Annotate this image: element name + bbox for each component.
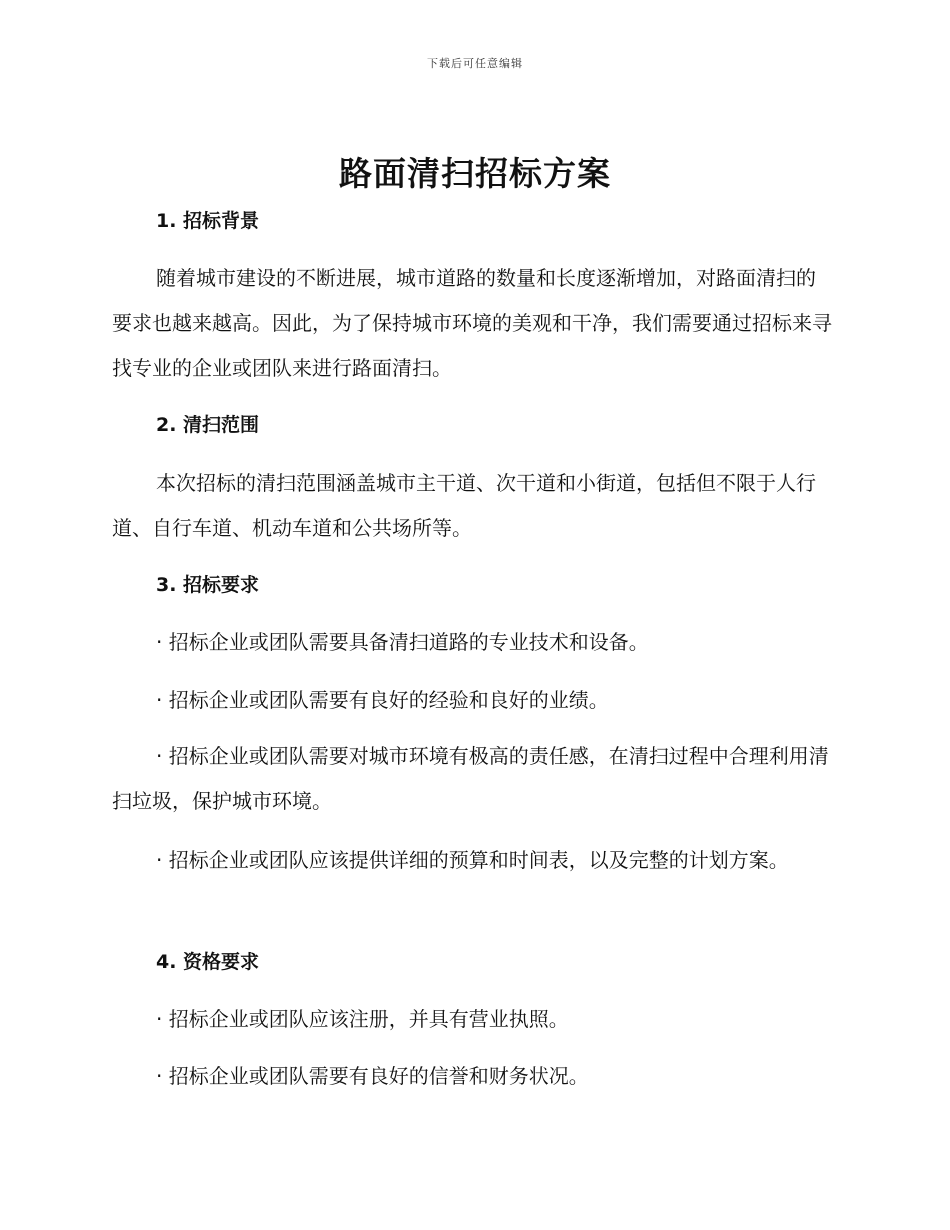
section-heading-scope: 2. 清扫范围 bbox=[156, 414, 260, 436]
list-item: · 招标企业或团队应该注册，并具有营业执照。 bbox=[156, 1007, 569, 1031]
paragraph-background: 随着城市建设的不断进展，城市道路的数量和长度逐渐增加，对路面清扫的要求也越来越高。因此，为了保持城市环境的美观和干净，我们需要通过招标来寻找专业的企业或团队来进行路面清扫。 bbox=[112, 266, 832, 380]
document-title: 路面清扫招标方案 bbox=[339, 154, 611, 193]
paragraph-scope: 本次招标的清扫范围涵盖城市主干道、次干道和小街道，包括但不限于人行道、自行车道、机动车道和公共场所等。 bbox=[112, 471, 816, 540]
list-item: · 招标企业或团队需要有良好的信誉和财务状况。 bbox=[156, 1064, 589, 1088]
list-item: · 招标企业或团队需要对城市环境有极高的责任感，在清扫过程中合理利用清扫垃圾，保护城市环境。 bbox=[112, 744, 829, 813]
section-heading-background: 1. 招标背景 bbox=[156, 210, 260, 232]
header-note: 下载后可任意编辑 bbox=[427, 57, 523, 70]
list-item: · 招标企业或团队应该提供详细的预算和时间表，以及完整的计划方案。 bbox=[156, 848, 789, 872]
list-item: · 招标企业或团队需要具备清扫道路的专业技术和设备。 bbox=[156, 630, 649, 654]
section-heading-requirements: 3. 招标要求 bbox=[156, 574, 260, 596]
list-item: · 招标企业或团队需要有良好的经验和良好的业绩。 bbox=[156, 688, 609, 712]
section-heading-qualification: 4. 资格要求 bbox=[156, 951, 260, 973]
